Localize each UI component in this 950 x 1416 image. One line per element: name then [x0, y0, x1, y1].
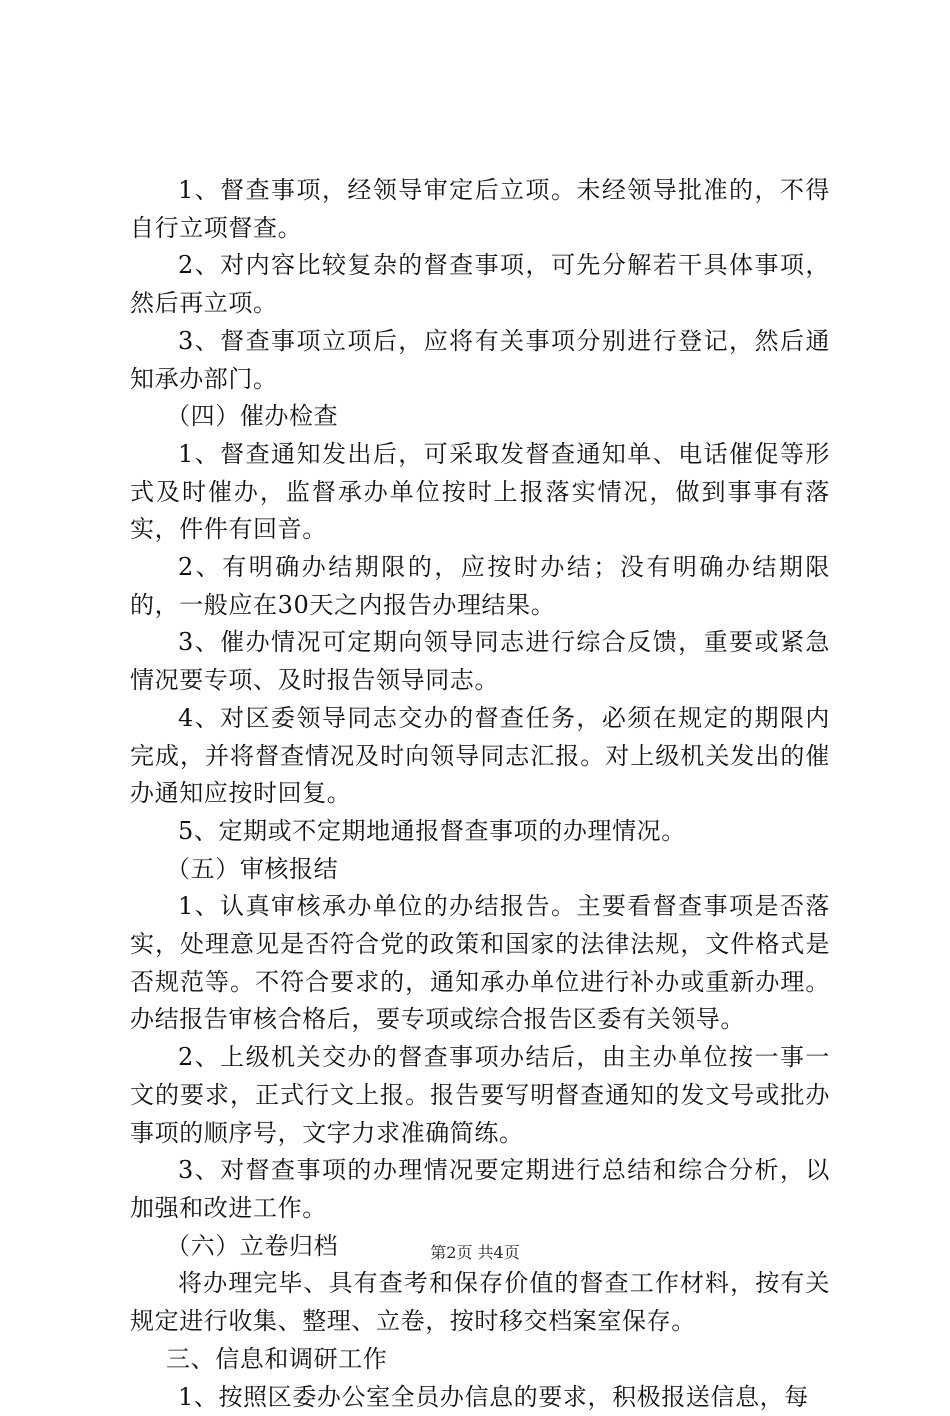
paragraph-info-1: 1、按照区委办公室全员办信息的要求，积极报送信息，每	[130, 1379, 830, 1416]
paragraph-urging-3: 3、催办情况可定期向领导同志进行综合反馈，重要或紧急情况要专项、及时报告领导同志。	[130, 624, 830, 699]
section-heading-urging: （四）催办检查	[130, 398, 830, 436]
paragraph-urging-2: 2、有明确办结期限的，应按时办结；没有明确办结期限的，一般应在30天之内报告办理结果。	[130, 549, 830, 624]
section-heading-archive: （六）立卷归档	[130, 1228, 830, 1266]
paragraph-item-2-decompose: 2、对内容比较复杂的督查事项，可先分解若干具体事项，然后再立项。	[130, 247, 830, 322]
document-body	[130, 172, 830, 1416]
section-heading-info-research: 三、信息和调研工作	[130, 1341, 830, 1379]
paragraph-urging-1: 1、督查通知发出后，可采取发督查通知单、电话催促等形式及时催办，监督承办单位按时上报落实情况，做到事事有落实，件件有回音。	[130, 436, 830, 549]
paragraph-urging-5: 5、定期或不定期地通报督查事项的办理情况。	[130, 813, 830, 851]
paragraph-item-1-approval: 1、督查事项，经领导审定后立项。未经领导批准的，不得自行立项督查。	[130, 172, 830, 247]
paragraph-item-3-register: 3、督查事项立项后，应将有关事项分别进行登记，然后通知承办部门。	[130, 323, 830, 398]
page-number-footer: 第2页 共4页	[0, 1243, 950, 1263]
paragraph-urging-4: 4、对区委领导同志交办的督查任务，必须在规定的期限内完成，并将督查情况及时向领导同志汇报。对上级机关发出的催办通知应按时回复。	[130, 700, 830, 813]
paragraph-archive: 将办理完毕、具有查考和保存价值的督查工作材料，按有关规定进行收集、整理、立卷，按时移交档案室保存。	[130, 1265, 830, 1340]
paragraph-review-2: 2、上级机关交办的督查事项办结后，由主办单位按一事一文的要求，正式行文上报。报告要写明督查通知的发文号或批办事项的顺序号，文字力求准确简练。	[130, 1039, 830, 1152]
section-heading-review: （五）审核报结	[130, 851, 830, 889]
paragraph-review-3: 3、对督查事项的办理情况要定期进行总结和综合分析，以加强和改进工作。	[130, 1152, 830, 1227]
paragraph-review-1: 1、认真审核承办单位的办结报告。主要看督查事项是否落实，处理意见是否符合党的政策和国家的法律法规，文件格式是否规范等。不符合要求的，通知承办单位进行补办或重新办理。办结报告审核合格后，要专项或综合报告区委有关领导。	[130, 888, 830, 1039]
